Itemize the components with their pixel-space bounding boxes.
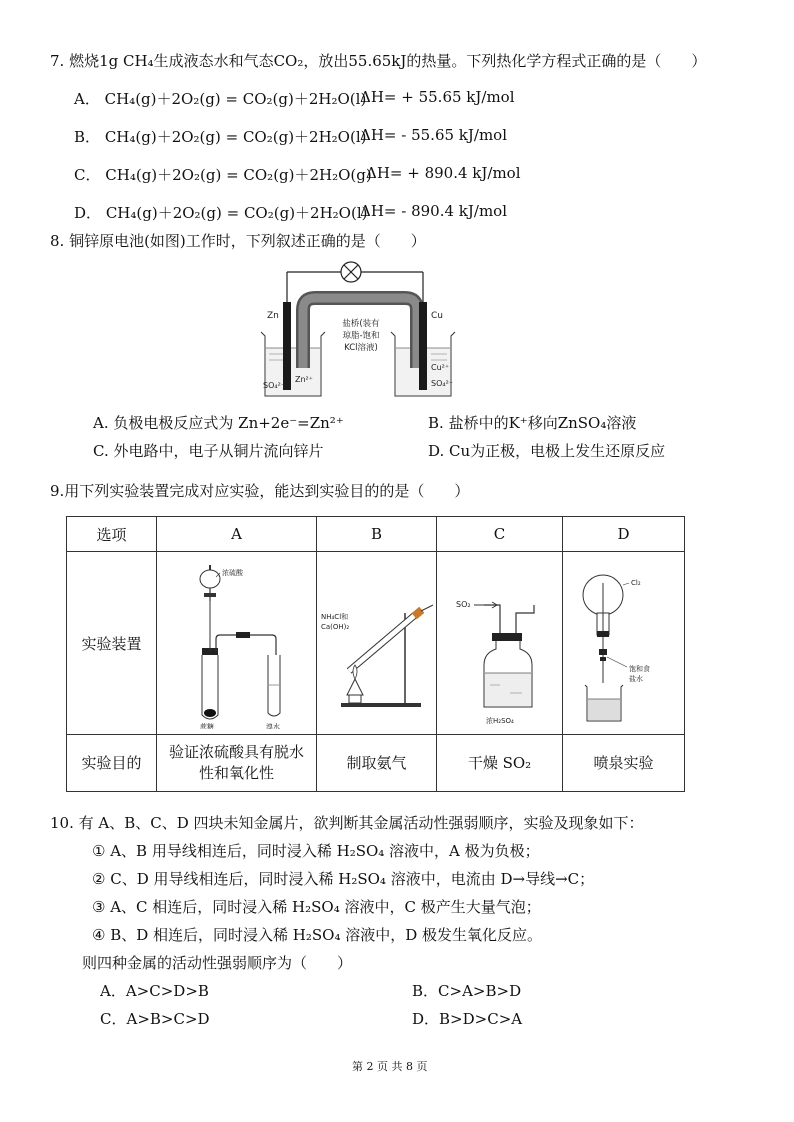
- row-label: 实验目的: [67, 735, 157, 792]
- q7-option-a: [74, 88, 366, 109]
- copper-electrode: [419, 302, 427, 390]
- salt-bridge-label-2: 琼脂-饱和: [342, 331, 380, 341]
- q7-option-c-dh: ΔH= + 890.4 kJ/mol: [366, 164, 521, 182]
- option-label: A．: [100, 982, 126, 1000]
- label-conc-sulfuric-acid: 浓硫酸: [221, 569, 243, 577]
- option-equation: CH₄(g)＋2O₂(g) = CO₂(g)＋2H₂O(l): [105, 204, 368, 222]
- purpose-d: 喷泉实验: [563, 735, 685, 792]
- cu-label: Cu: [431, 311, 443, 321]
- apparatus-b-diagram: [319, 553, 435, 729]
- apparatus-a-cell: [157, 552, 317, 735]
- q7-option-b: [74, 126, 367, 147]
- option-label: B．: [412, 982, 439, 1000]
- left-sulfate-label: SO₄²⁻: [263, 381, 286, 390]
- option-text: 外电路中，电子从铜片流向锌片: [113, 442, 324, 460]
- label-nh4cl: NH₄Cl和: [320, 613, 348, 621]
- q10-option-d: [412, 1008, 522, 1029]
- option-text: B>D>C>A: [439, 1010, 523, 1028]
- option-equation: CH₄(g)＋2O₂(g) = CO₂(g)＋2H₂O(l): [104, 128, 367, 146]
- experiment-table: [66, 516, 685, 792]
- table-row-apparatus: [67, 552, 685, 735]
- q7-option-c: [74, 164, 372, 185]
- header-cell: D: [563, 517, 685, 552]
- option-label: C．: [100, 1010, 127, 1028]
- label-saturated-brine-2: 盐水: [628, 675, 643, 683]
- apparatus-c-diagram: [440, 553, 560, 729]
- lamp-icon: [341, 262, 361, 282]
- q7-option-d-dh: ΔH= - 890.4 kJ/mol: [360, 202, 508, 220]
- option-text: 负极电极反应式为 Zn+2e⁻=Zn²⁺: [113, 414, 344, 432]
- q7-option-b-dh: ΔH= - 55.65 kJ/mol: [360, 126, 508, 144]
- option-label: A．: [74, 90, 100, 108]
- table-row-purpose: [67, 735, 685, 792]
- label-saturated-brine-1: 饱和食: [628, 665, 650, 673]
- q10-option-a: [100, 980, 209, 1001]
- option-text: Cu为正极，电极上发生还原反应: [449, 442, 666, 460]
- option-label: B.: [428, 414, 444, 432]
- q8-option-a: [93, 412, 344, 433]
- q10-step-4: ④ B、D 相连后，同时浸入稀 H₂SO₄ 溶液中，D 极发生氧化反应。: [92, 926, 543, 944]
- apparatus-d-diagram: [565, 553, 683, 729]
- option-label: D．: [412, 1010, 440, 1028]
- header-cell: A: [157, 517, 317, 552]
- right-sulfate-label: SO₄²⁻: [431, 379, 454, 388]
- label-sucrose: 蔗糖: [199, 723, 214, 729]
- q10-option-c: [100, 1008, 210, 1029]
- apparatus-d-cell: [563, 552, 685, 735]
- q10-conclusion: 则四种金属的活动性强弱顺序为（ ）: [82, 954, 353, 972]
- q10-option-b: [412, 980, 521, 1001]
- header-cell: B: [317, 517, 437, 552]
- purpose-a: 验证浓硫酸具有脱水性和氧化性: [157, 735, 317, 792]
- q7-option-d: [74, 202, 368, 223]
- purpose-c: 干燥 SO₂: [437, 735, 563, 792]
- row-label: 实验装置: [67, 552, 157, 735]
- option-text: A>C>D>B: [125, 982, 209, 1000]
- q7-stem: 7. 燃烧1g CH₄生成液态水和气态CO₂，放出55.65kJ的热量。下列热化学方程式正确的是（ ）: [50, 52, 707, 70]
- purpose-b: 制取氨气: [317, 735, 437, 792]
- apparatus-a-diagram: [162, 553, 312, 729]
- q10-step-2: ② C、D 用导线相连后，同时浸入稀 H₂SO₄ 溶液中，电流由 D→导线→C；: [92, 870, 595, 888]
- apparatus-b-cell: [317, 552, 437, 735]
- label-caoh2: Ca(OH)₂: [320, 623, 349, 631]
- label-bromine-water: 溴水: [265, 723, 280, 729]
- label-conc-h2so4: 浓H₂SO₄: [485, 717, 514, 725]
- page-footer: 第 2 页 共 8 页: [352, 1060, 428, 1073]
- q10-step-3: ③ A、C 相连后，同时浸入稀 H₂SO₄ 溶液中，C 极产生大量气泡；: [92, 898, 541, 916]
- galvanic-cell-diagram: [255, 258, 465, 400]
- q10-stem: 10. 有 A、B、C、D 四块未知金属片，欲判断其金属活动性强弱顺序，实验及现象如下：: [50, 814, 644, 832]
- salt-bridge-label-3: KCl溶液): [344, 343, 378, 353]
- q8-option-b: [428, 412, 636, 433]
- option-label: A.: [93, 414, 109, 432]
- option-label: C．: [74, 166, 101, 184]
- salt-bridge-label-1: 盐桥(装有: [342, 319, 380, 329]
- header-cell: C: [437, 517, 563, 552]
- option-label: C.: [93, 442, 109, 460]
- option-label: D.: [428, 442, 445, 460]
- option-equation: CH₄(g)＋2O₂(g) = CO₂(g)＋2H₂O(g): [105, 166, 372, 184]
- q8-option-c: [93, 440, 324, 461]
- q8-stem: 8. 铜锌原电池(如图)工作时，下列叙述正确的是（ ）: [50, 232, 426, 250]
- cu-ion-label: Cu²⁺: [431, 363, 450, 372]
- option-text: 盐桥中的K⁺移向ZnSO₄溶液: [448, 414, 637, 432]
- option-text: A>B>C>D: [126, 1010, 210, 1028]
- option-text: C>A>B>D: [438, 982, 522, 1000]
- header-cell: 选项: [67, 517, 157, 552]
- q8-option-d: [428, 440, 665, 461]
- zn-label: Zn: [267, 311, 279, 321]
- q9-stem: 9.用下列实验装置完成对应实验，能达到实验目的的是（ ）: [50, 482, 470, 500]
- q7-option-a-dh: ΔH= + 55.65 kJ/mol: [360, 88, 515, 106]
- option-label: D．: [74, 204, 102, 222]
- label-cl2: Cl₂: [630, 579, 641, 587]
- option-label: B．: [74, 128, 101, 146]
- zn-ion-label: Zn²⁺: [295, 375, 313, 384]
- option-equation: CH₄(g)＋2O₂(g) = CO₂(g)＋2H₂O(l): [104, 90, 367, 108]
- table-header-row: [67, 517, 685, 552]
- label-so2-inlet: SO₂: [455, 600, 471, 609]
- q10-step-1: ① A、B 用导线相连后，同时浸入稀 H₂SO₄ 溶液中，A 极为负极；: [92, 842, 540, 860]
- apparatus-c-cell: [437, 552, 563, 735]
- zinc-electrode: [283, 302, 291, 390]
